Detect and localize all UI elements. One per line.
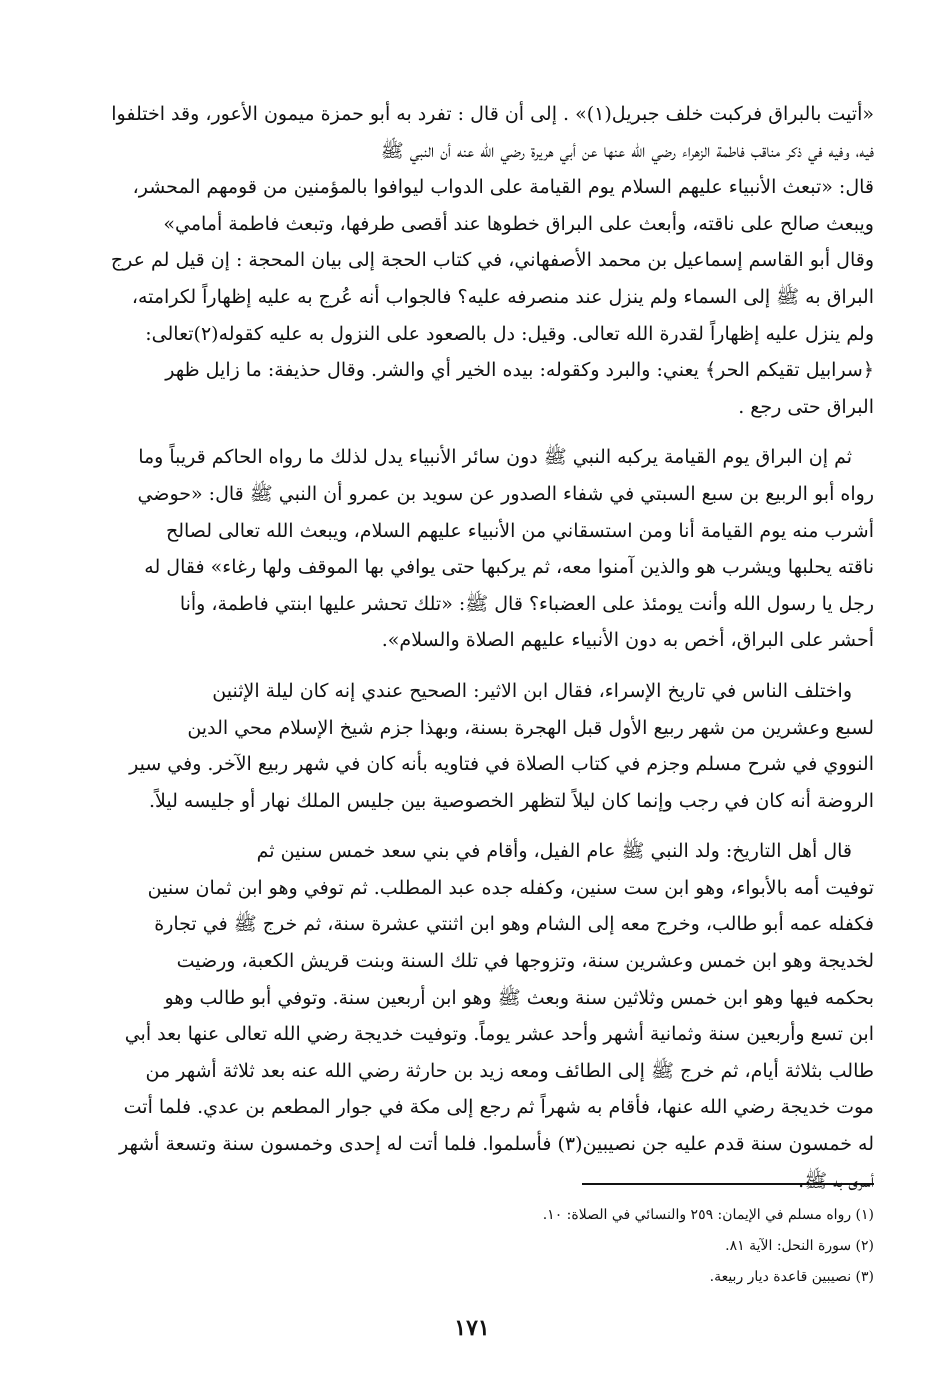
text-line: ثم إن البراق يوم القيامة يركبه النبي ﷺ دون سائر الأنبياء يدل لذلك ما رواه الحاكم قريباً وما [138,446,852,469]
text-line: له خمسون سنة قدم عليه جن نصيبين(٣) فأسلموا. فلما أتت له إحدى وخمسون سنة وتسعة أشهر [119,1133,874,1156]
text-line: ولم ينزل عليه إظهاراً لقدرة الله تعالى. وقيل: دل بالصعود على النزول به عليه كقوله(٢)تعالى: [145,322,874,345]
text-line: بحكمه فيها وهو ابن خمس وثلاثين سنة وبعث ﷺ وهو ابن أربعين سنة. وتوفي أبو طالب وهو [164,986,874,1009]
text-line: فيه، وفيه في ذكر مناقب فاطمة الزهراء رضي الله عنها عن أبي هريرة رضي الله عنه أن النبي ﷺ [380,139,874,162]
text-line: ﴿سرابيل تقيكم الحر﴾ يعني: والبرد وكقوله: بيده الخير أي والشر. وقال حذيفة: ما زايل ظهر [165,359,874,382]
body-text [76,96,874,1199]
text-line: أحشر على البراق، أخص به دون الأنبياء عليهم الصلاة والسلام». [381,629,874,652]
footnote: (١) رواه مسلم في الإيمان: ٢٥٩ والنسائي في الصلاة: ١٠. [542,1207,874,1223]
text-line: أشرب منه يوم القيامة أنا ومن استسقاني من الأنبياء عليهم السلام، ويبعث الله تعالى لصالح [165,519,874,542]
footnote: (٢) سورة النحل: الآية ٨١. [725,1238,874,1254]
text-line: قال: «تبعث الأنبياء عليهم السلام يوم القيامة على الدواب ليوافوا بالمؤمنين من قومهم المحشر، [132,176,874,199]
paragraph-gap [76,659,874,673]
text-line: البراق حتى رجع . [738,395,874,418]
page-number: ١٧١ [454,1315,490,1341]
footnote: (٣) نصيبين قاعدة ديار ربيعة. [709,1269,874,1285]
text-line: توفيت أمه بالأبواء، وهو ابن ست سنين، وكفله جده عبد المطلب. ثم توفي وهو ابن ثمان سنين [147,876,874,899]
paragraph [76,96,874,425]
text-line: موت خديجة رضي الله عنها، فأقام به شهراً ثم رجع إلى مكة في جوار المطعم بن عدي. فلما أتت [123,1096,874,1119]
footnotes [400,1200,874,1293]
text-line: أسرى به ﷺ. [798,1169,874,1192]
text-line: الروضة أنه كان في رجب وإنما كان ليلاً لتظهر الخصوصية بين جليس الملك نهار أو جليسه ليلاً. [148,789,874,812]
text-line: لسبع وعشرين من شهر ربيع الأول قبل الهجرة بسنة، وبهذا جزم شيخ الإسلام محي الدين [187,716,874,739]
text-line: لخديجة وهو ابن خمس وعشرين سنة، وتزوجها في تلك السنة وبنت قريش الكعبة، ورضيت [176,950,874,973]
text-line: البراق به ﷺ إلى السماء ولم ينزل عند منصرفه عليه؟ فالجواب أنه عُرج به عليه إظهاراً لكرامته، [131,285,874,308]
paragraph [76,439,874,659]
paragraph-gap [76,425,874,439]
text-line: وقال أبو القاسم إسماعيل بن محمد الأصفهاني، في كتاب الحجة إلى بيان المحجة : إن قيل لم عرج [110,249,874,272]
text-line: فكفله عمه أبو طالب، وخرج معه إلى الشام وهو ابن اثنتي عشرة سنة، ثم خرج ﷺ في تجارة [154,913,874,936]
text-line: واختلف الناس في تاريخ الإسراء، فقال ابن الاثير: الصحيح عندي إنه كان ليلة الإثنين [212,679,852,702]
text-line: ابن تسع وأربعين سنة وثمانية أشهر وأحد عشر يوماً. وتوفيت خديجة رضي الله تعالى عنها بعد أبي [124,1023,874,1046]
paragraph [76,833,874,1199]
footnote-divider [582,1183,874,1185]
text-line: ناقته يحلبها ويشرب هو والذين آمنوا معه، ثم يركبها حتى يوافي بها الموقف ولها رغاء» فقال له [144,556,874,579]
text-line: طالب بثلاثة أيام، ثم خرج ﷺ إلى الطائف ومعه زيد بن حارثة رضي الله عنه بعد ثلاثة أشهر من [145,1059,874,1082]
text-line: «أتيت بالبراق فركبت خلف جبريل(١)» . إلى أن قال : تفرد به أبو حمزة ميمون الأعور، وقد اختلفوا [111,103,874,125]
text-line: رواه أبو الربيع بن سبع السبتي في شفاء الصدور عن سويد بن عمرو أن النبي ﷺ قال: «حوضي [137,482,874,505]
text-line: قال أهل التاريخ: ولد النبي ﷺ عام الفيل، وأقام في بني سعد خمس سنين ثم [256,840,852,863]
paragraph [76,673,874,819]
text-line: رجل يا رسول الله وأنت يومئذ على العضباء؟ قال ﷺ: «تلك تحشر عليها ابنتي فاطمة، وأنا [179,592,874,615]
paragraph-gap [76,819,874,833]
text-line: ويبعث صالح على ناقته، وأبعث على البراق خطوها عند أقصى طرفها، وتبعث فاطمة أمامي» [163,212,874,235]
text-line: النووي في شرح مسلم وجزم في كتاب الصلاة في فتاويه بأنه كان في شهر ربيع الآخر. وفي سير [129,753,874,776]
